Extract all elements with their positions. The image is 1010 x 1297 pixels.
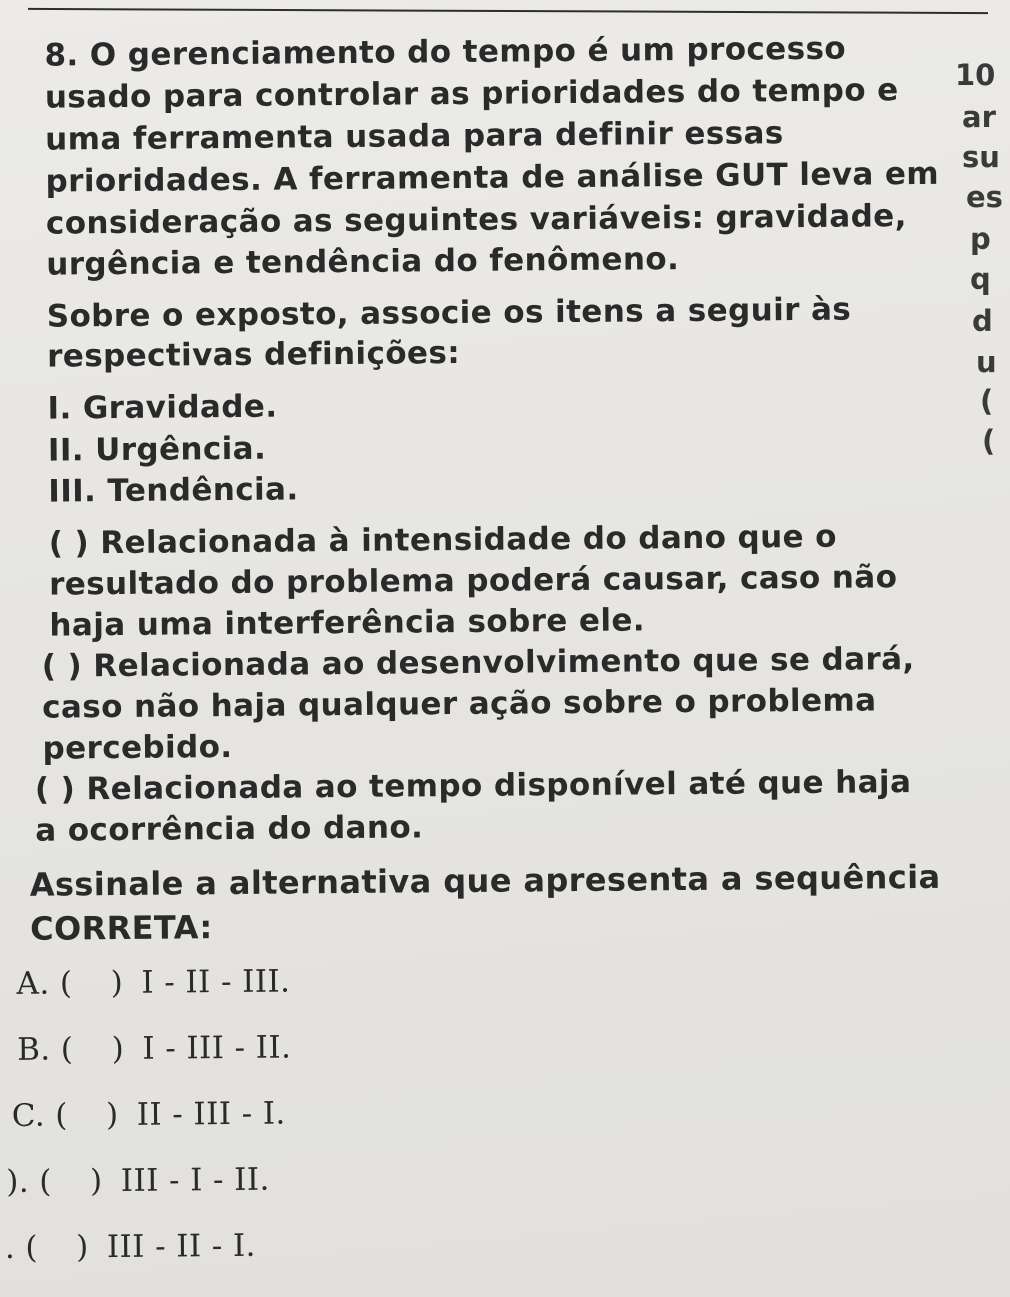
definition-1-line-1: ( ) Relacionada à intensidade do dano que o <box>48 518 838 562</box>
option-b[interactable] <box>17 1029 291 1067</box>
definition-2-line-2: caso não haja qualquer ação sobre o problema <box>42 682 877 726</box>
option-e-sequence: III - II - I. <box>106 1227 256 1266</box>
definition-3-line-2: a ocorrência do dano. <box>35 809 424 849</box>
option-b-letter: B. ( <box>17 1031 74 1068</box>
next-column-fragment-7: d <box>972 304 993 338</box>
option-d-close: ) <box>89 1163 103 1200</box>
intro-line-6: urgência e tendência do fenômeno. <box>46 241 680 283</box>
item-gravidade: I. Gravidade. <box>47 388 278 427</box>
next-column-fragment-6: q <box>970 262 991 296</box>
option-a-close: ) <box>110 964 124 1002</box>
next-column-fragment-2: ar <box>962 100 996 134</box>
next-column-fragment-4: es <box>966 180 1003 214</box>
option-d-letter: ). ( <box>6 1163 52 1200</box>
option-e[interactable] <box>5 1228 256 1266</box>
intro-line-5: consideração as seguintes variáveis: gravidade, <box>45 198 907 242</box>
option-b-sequence: I - III - II. <box>142 1029 292 1067</box>
instruction-line-1: Sobre o exposto, associe os itens a seguir às <box>46 291 852 335</box>
next-column-fragment-8: u <box>976 345 997 379</box>
next-column-fragment-3: su <box>962 140 1000 174</box>
option-d[interactable] <box>6 1162 270 1200</box>
option-a[interactable] <box>16 964 290 1002</box>
option-c[interactable] <box>12 1096 286 1134</box>
intro-line-1: 8. O gerenciamento do tempo é um processo <box>44 30 847 74</box>
definition-1-line-3: haja uma interferência sobre ele. <box>49 602 646 644</box>
option-a-letter: A. ( <box>16 965 73 1002</box>
prompt-line-2: CORRETA: <box>29 908 213 948</box>
option-c-letter: C. ( <box>11 1097 68 1134</box>
option-e-close: ) <box>76 1229 89 1266</box>
option-e-letter: . ( <box>4 1229 39 1267</box>
item-tendencia: III. Tendência. <box>48 471 299 510</box>
definition-1-line-2: resultado do problema poderá causar, caso não <box>48 559 898 603</box>
next-column-fragment-10: ( <box>982 424 996 458</box>
definition-2-line-3: percebido. <box>42 728 233 767</box>
option-c-sequence: II - III - I. <box>136 1095 286 1133</box>
next-column-fragment-9: ( <box>980 384 994 418</box>
definition-3-line-1: ( ) Relacionada ao tempo disponível até que haja <box>34 764 912 808</box>
prompt-line-1: Assinale a alternativa que apresenta a sequência <box>29 857 941 904</box>
definition-2-line-1: ( ) Relacionada ao desenvolvimento que se dará, <box>41 641 915 685</box>
option-b-close: ) <box>111 1030 125 1068</box>
next-column-fragment-1: 10 <box>955 58 996 92</box>
item-urgencia: II. Urgência. <box>47 430 267 469</box>
next-column-fragment-5: p <box>970 222 991 256</box>
option-c-close: ) <box>105 1097 119 1134</box>
instruction-line-2: respectivas definições: <box>46 334 461 375</box>
intro-line-4: prioridades. A ferramenta de análise GUT leva em <box>45 155 940 200</box>
intro-line-3: uma ferramenta usada para definir essas <box>45 115 784 158</box>
option-a-sequence: I - II - III. <box>141 963 291 1001</box>
option-d-sequence: III - I - II. <box>120 1161 270 1199</box>
intro-line-2: usado para controlar as prioridades do tempo e <box>44 72 899 116</box>
